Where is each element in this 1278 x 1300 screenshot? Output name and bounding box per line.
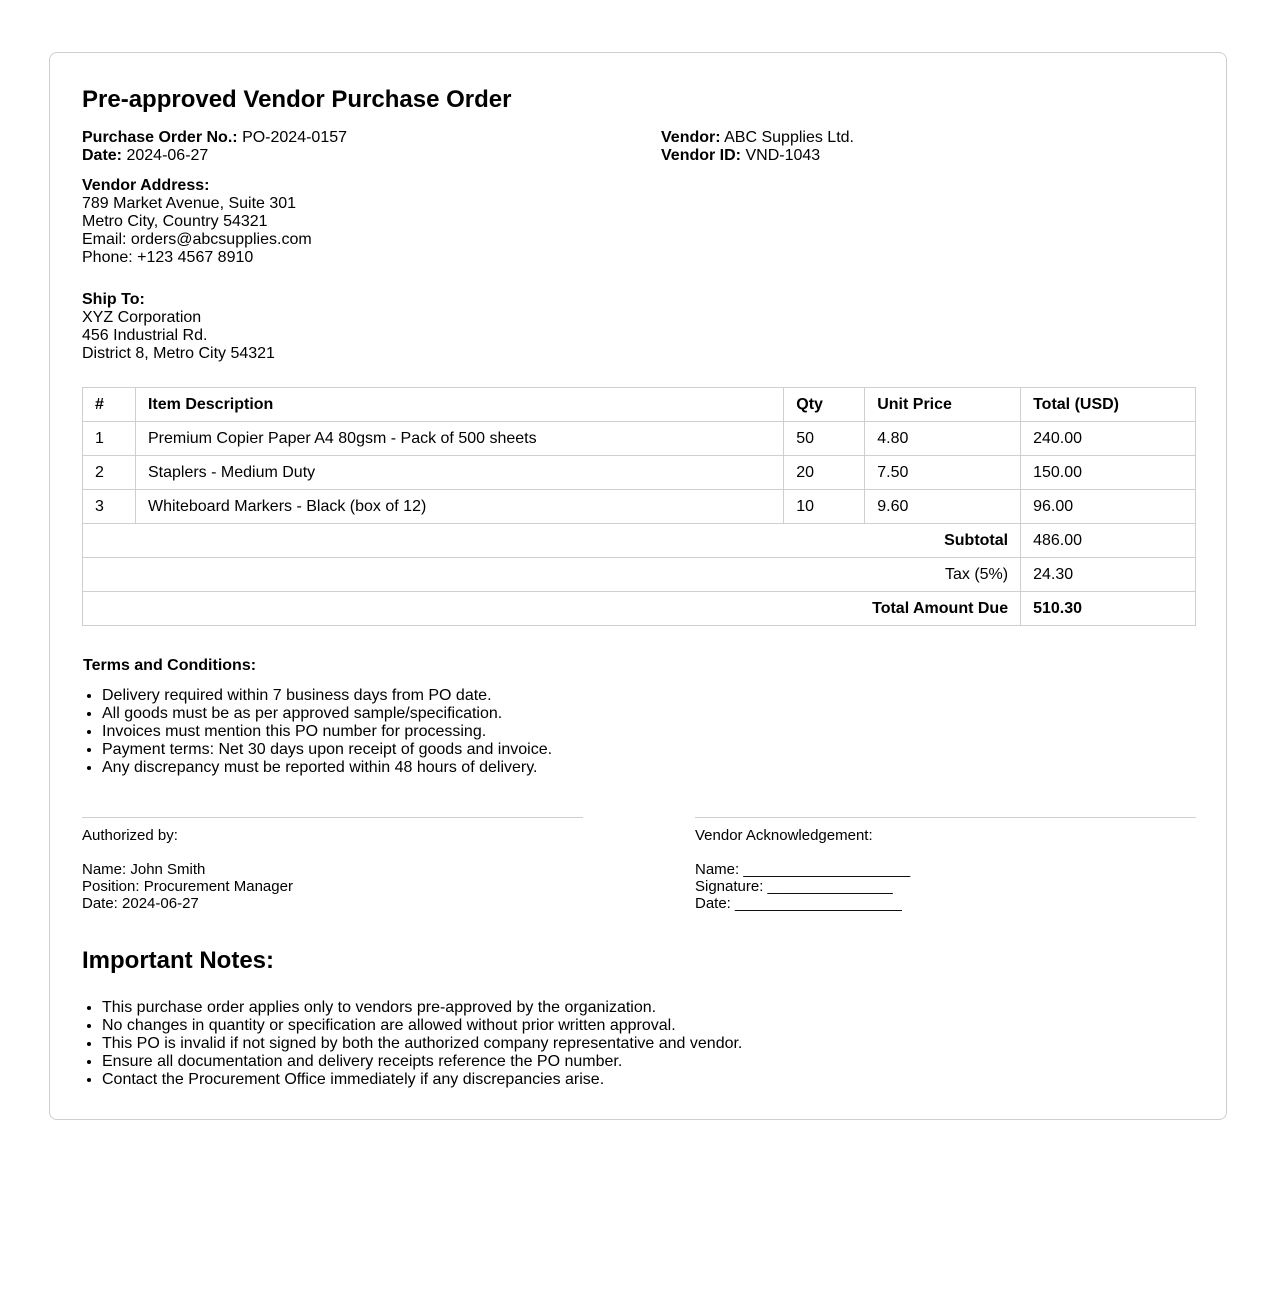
purchase-order-card bbox=[49, 52, 1227, 1120]
vendor-phone: Phone: +123 4567 8910 bbox=[82, 249, 254, 266]
table-header-row bbox=[83, 388, 1196, 422]
po-number-line bbox=[82, 129, 347, 147]
list-item: • All goods must be as per approved sample/specification. bbox=[102, 705, 802, 723]
tax-value: 24.30 bbox=[1021, 558, 1196, 592]
column-header: Unit Price bbox=[865, 388, 1021, 422]
vendor-ack-signature: Signature: _______________ bbox=[695, 878, 893, 895]
vendor-address-label: Vendor Address: bbox=[82, 177, 210, 194]
table-cell: 2 bbox=[83, 456, 136, 490]
po-number-label: Purchase Order No.: bbox=[82, 129, 238, 146]
authorized-position: Position: Procurement Manager bbox=[82, 878, 293, 895]
list-item: • No changes in quantity or specification are allowed without prior written approval. bbox=[102, 1017, 1002, 1035]
total-row bbox=[83, 592, 1196, 626]
authorized-signature-block bbox=[82, 817, 583, 912]
list-item: • This PO is invalid if not signed by both the authorized company representative and vendor. bbox=[102, 1035, 1002, 1053]
po-number: PO-2024-0157 bbox=[242, 129, 348, 146]
subtotal-row bbox=[83, 524, 1196, 558]
table-cell: Premium Copier Paper A4 80gsm - Pack of 500 sheets bbox=[135, 422, 783, 456]
table-cell: 7.50 bbox=[865, 456, 1021, 490]
table-cell: Whiteboard Markers - Black (box of 12) bbox=[135, 490, 783, 524]
list-item: • Invoices must mention this PO number for processing. bbox=[102, 723, 802, 741]
list-item: • This purchase order applies only to vendors pre-approved by the organization. bbox=[102, 999, 1002, 1017]
list-item: • Contact the Procurement Office immediately if any discrepancies arise. bbox=[102, 1071, 1002, 1089]
table-cell: 96.00 bbox=[1021, 490, 1196, 524]
po-date: 2024-06-27 bbox=[126, 147, 209, 164]
vendor-ack-heading: Vendor Acknowledgement: bbox=[695, 827, 873, 844]
list-item: • Payment terms: Net 30 days upon receipt of goods and invoice. bbox=[102, 741, 802, 759]
list-item: • Delivery required within 7 business days from PO date. bbox=[102, 687, 802, 705]
table-cell: 50 bbox=[784, 422, 865, 456]
vendor-id-line bbox=[661, 147, 854, 165]
subtotal-label: Subtotal bbox=[83, 524, 1021, 558]
vendor-ack-date: Date: ____________________ bbox=[695, 895, 902, 912]
vendor-ack-name: Name: ____________________ bbox=[695, 861, 911, 878]
table-cell: 1 bbox=[83, 422, 136, 456]
total-label: Total Amount Due bbox=[83, 592, 1021, 626]
ship-to bbox=[82, 291, 275, 363]
table-cell: 4.80 bbox=[865, 422, 1021, 456]
authorized-name: Name: John Smith bbox=[82, 861, 206, 878]
terms-title: Terms and Conditions: bbox=[83, 657, 257, 674]
vendor-address-line2: Metro City, Country 54321 bbox=[82, 213, 268, 230]
vendor-address bbox=[82, 177, 312, 267]
vendor-line bbox=[661, 129, 854, 147]
vendor-id-label: Vendor ID: bbox=[661, 147, 742, 164]
table-cell: 240.00 bbox=[1021, 422, 1196, 456]
total-value: 510.30 bbox=[1021, 592, 1196, 626]
column-header: Total (USD) bbox=[1021, 388, 1196, 422]
authorized-date: Date: 2024-06-27 bbox=[82, 895, 199, 912]
po-date-label: Date: bbox=[82, 147, 123, 164]
ship-to-label: Ship To: bbox=[82, 291, 145, 308]
table-cell: 3 bbox=[83, 490, 136, 524]
table-cell: 9.60 bbox=[865, 490, 1021, 524]
vendor-email: Email: orders@abcsupplies.com bbox=[82, 231, 312, 248]
column-header: Item Description bbox=[135, 388, 783, 422]
table-cell: 10 bbox=[784, 490, 865, 524]
tax-label: Tax (5%) bbox=[83, 558, 1021, 592]
ship-to-line1: XYZ Corporation bbox=[82, 309, 202, 326]
vendor-address-line1: 789 Market Avenue, Suite 301 bbox=[82, 195, 297, 212]
table-row bbox=[83, 422, 1196, 456]
po-meta bbox=[82, 129, 347, 165]
vendor-name: ABC Supplies Ltd. bbox=[724, 129, 854, 146]
notes-title: Important Notes: bbox=[82, 947, 274, 974]
table-row bbox=[83, 456, 1196, 490]
subtotal-value: 486.00 bbox=[1021, 524, 1196, 558]
authorized-heading: Authorized by: bbox=[82, 827, 178, 844]
list-item: • Any discrepancy must be reported within 48 hours of delivery. bbox=[102, 759, 802, 777]
vendor-label: Vendor: bbox=[661, 129, 721, 146]
terms-list bbox=[82, 687, 802, 777]
table-cell: Staplers - Medium Duty bbox=[135, 456, 783, 490]
column-header: # bbox=[83, 388, 136, 422]
page-title: Pre-approved Vendor Purchase Order bbox=[82, 86, 512, 113]
table-cell: 150.00 bbox=[1021, 456, 1196, 490]
vendor-meta bbox=[661, 129, 854, 165]
table-row bbox=[83, 490, 1196, 524]
vendor-id: VND-1043 bbox=[745, 147, 821, 164]
items-table bbox=[82, 387, 1196, 626]
ship-to-line2: 456 Industrial Rd. bbox=[82, 327, 208, 344]
list-item: • Ensure all documentation and delivery receipts reference the PO number. bbox=[102, 1053, 1002, 1071]
column-header: Qty bbox=[784, 388, 865, 422]
ship-to-line3: District 8, Metro City 54321 bbox=[82, 345, 275, 362]
tax-row bbox=[83, 558, 1196, 592]
table-cell: 20 bbox=[784, 456, 865, 490]
po-date-line bbox=[82, 147, 347, 165]
notes-list bbox=[82, 999, 1002, 1089]
vendor-acknowledgement-block bbox=[695, 817, 1196, 912]
